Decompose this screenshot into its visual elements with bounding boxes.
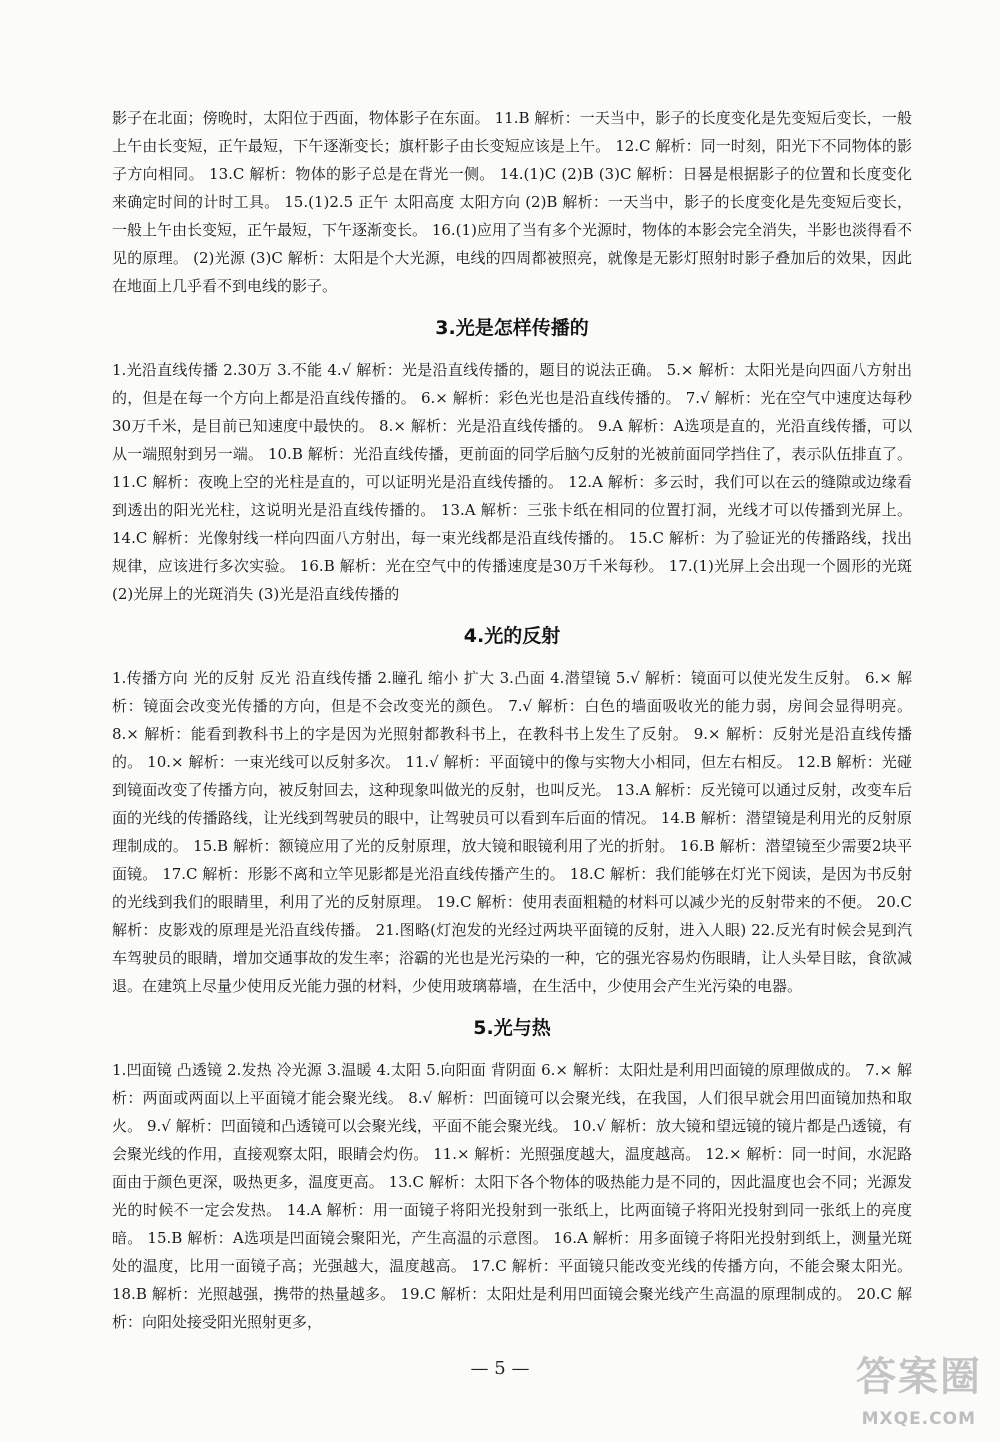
watermark-url: MXQE.COM (861, 1409, 976, 1429)
section-title-light-propagation: 3.光是怎样传播的 (435, 317, 589, 339)
site-watermark (792, 1351, 982, 1429)
watermark-logo: 答案圈 (856, 1354, 982, 1400)
page-number: — 5 — (470, 1358, 530, 1379)
section-body-light-propagation: 1.光沿直线传播 2.30万 3.不能 4.√ 解析：光是沿直线传播的，题目的说法正确。 5.× 解析：太阳光是向四面八方射出的，但是在每一个方向上都是沿直线传播的。 6.× 解析：彩色光也是沿直线传播的。 7.√ 解析：光在空气中速度达每秒30万千米，是目前已知速度中最快的。 8.× 解析：光是沿直线传播的。 9.A 解析：A选项是直的，光沿直线传播，可以从一端照射到另一端。 10.B 解析：光沿直线传播，更前面的同学后脑勺反射的光被前面同学挡住了，表示队伍排直了。 11.C 解析：夜晚上空的光柱是直的，可以证明光是沿直线传播的。 12.A 解析：多云时，我们可以在云的缝隙或边缘看到透出的阳光光柱，这说明光是沿直线传播的。 13.A 解析：三张卡纸在相同的位置打洞，光线才可以传播到光屏上。 14.C 解析：光像射线一样向四面八方射出，每一束光线都是沿直线传播的。 15.C 解析：为了验证光的传播路线，找出规律，应该进行多次实验。 16.B 解析：光在空气中的传播速度是30万千米每秒。 17.(1)光屏上会出现一个圆形的光斑 (2)光屏上的光斑消失 (3)光是沿直线传播的 (112, 361, 912, 603)
section-body-light-and-heat: 1.凹面镜 凸透镜 2.发热 冷光源 3.温暖 4.太阳 5.向阳面 背阴面 6.× 解析：太阳灶是利用凹面镜的原理做成的。 7.× 解析：两面或两面以上平面镜才能会聚光线。 8.√ 解析：凹面镜可以会聚光线，在我国，人们很早就会用凹面镜加热和取火。 9.√ 解析：凹面镜和凸透镜可以会聚光线，平面不能会聚光线。 10.√ 解析：放大镜和望远镜的镜片都是凸透镜，有会聚光线的作用，直接观察太阳，眼睛会灼伤。 11.× 解析：光照强度越大，温度越高。 12.× 解析：同一时间，水泥路面由于颜色更深，吸热更多，温度更高。 13.C 解析：太阳下各个物体的吸热能力是不同的，因此温度也会不同；光源发光的时候不一定会发热。 14.A 解析：用一面镜子将阳光投射到一张纸上，比两面镜子将阳光投射到同一张纸上的亮度暗。 15.B 解析：A选项是凹面镜会聚阳光，产生高温的示意图。 16.A 解析：用多面镜子将阳光投射到纸上，测量光斑处的温度，比用一面镜子高；光强越大，温度越高。 17.C 解析：平面镜只能改变光线的传播方向，不能会聚太阳光。 18.B 解析：光照越强，携带的热量越多。 19.C 解析：太阳灶是利用凹面镜会聚光线产生高温的原理制成的。 20.C 解析：向阳处接受阳光照射更多， (112, 1061, 912, 1331)
section-title-light-and-heat: 5.光与热 (473, 1017, 551, 1039)
section-body-light-reflection: 1.传播方向 光的反射 反光 沿直线传播 2.瞳孔 缩小 扩大 3.凸面 4.潜望镜 5.√ 解析：镜面可以使光发生反射。 6.× 解析：镜面会改变光传播的方向，但是不会改变光的颜色。 7.√ 解析：白色的墙面吸收光的能力弱，房间会显得明亮。 8.× 解析：能看到教科书上的字是因为光照射都教科书上，在教科书上发生了反射。 9.× 解析：反射光是沿直线传播的。 10.× 解析：一束光线可以反射多次。 11.√ 解析：平面镜中的像与实物大小相同，但左右相反。 12.B 解析：光碰到镜面改变了传播方向，被反射回去，这种现象叫做光的反射，也叫反光。 13.A 解析：反光镜可以通过反射，改变车后面的光线的传播路线，让光线到驾驶员的眼中，让驾驶员可以看到车后面的情况。 14.B 解析：潜望镜是利用光的反射原理制成的。 15.B 解析：额镜应用了光的反射原理，放大镜和眼镜利用了光的折射。 16.B 解析：潜望镜至少需要2块平面镜。 17.C 解析：形影不离和立竿见影都是光沿直线传播产生的。 18.C 解析：我们能够在灯光下阅读，是因为书反射的光线到我们的眼睛里，利用了光的反射原理。 19.C 解析：使用表面粗糙的材料可以减少光的反射带来的不便。 20.C 解析：皮影戏的原理是光沿直线传播。 21.图略(灯泡发的光经过两块平面镜的反射，进入人眼) 22.反光有时候会晃到汽车驾驶员的眼睛，增加交通事故的发生率；浴霸的光也是光污染的一种，它的强光容易灼伤眼睛，让人头晕目眩，食欲减退。在建筑上尽量少使用反光能力强的材料，少使用玻璃幕墙，在生活中，少使用会产生光污染的电器。 (112, 669, 912, 995)
intro-paragraph: 影子在北面；傍晚时，太阳位于西面，物体影子在东面。 11.B 解析：一天当中，影子的长度变化是先变短后变长，一般上午由长变短，正午最短，下午逐渐变长；旗杆影子由长变短应该是上午。 12.C 解析：同一时刻，阳光下不同物体的影子方向相同。 13.C 解析：物体的影子总是在背光一侧。 14.(1)C (2)B (3)C 解析：日晷是根据影子的位置和长度变化来确定时间的计时工具。 15.(1)2.5 正午 太阳高度 太阳方向 (2)B 解析：一天当中，影子的长度变化是先变短后变长，一般上午由长变短，正午最短，下午逐渐变长。 16.(1)应用了当有多个光源时，物体的本影会完全消失，半影也淡得看不见的原理。 (2)光源 (3)C 解析：太阳是个大光源，电线的四周都被照亮，就像是无影灯照射时影子叠加后的效果，因此在地面上几乎看不到电线的影子。 (112, 109, 912, 295)
section-title-light-reflection: 4.光的反射 (463, 625, 561, 647)
page-content (112, 104, 912, 1336)
